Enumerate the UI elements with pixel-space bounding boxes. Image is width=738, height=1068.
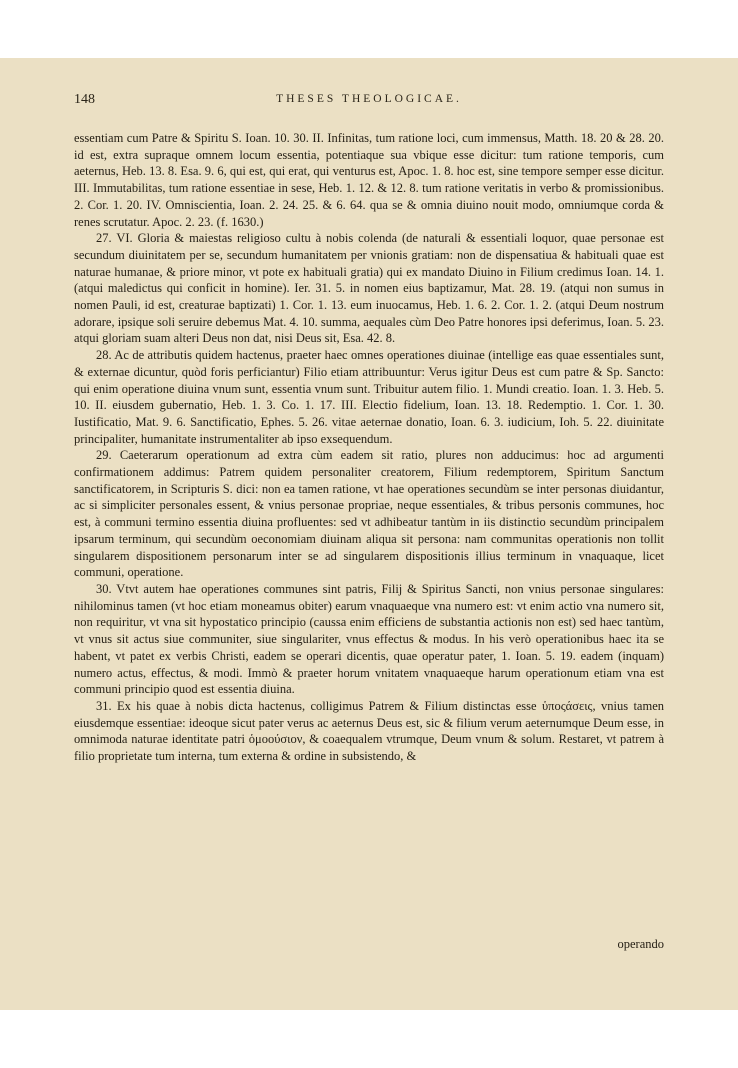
paragraph-31: 31. Ex his quae à nobis dicta hactenus, colligimus Patrem & Filium distinctas esse ὑποςάσεις, vnius tamen eiusdemque essentiae: ideoque sicut pater verus ac aeternus Deus est, sic & filium verum aeternumque Deum esse, in omnimoda naturae identitate patri ὁμοούσιον, & coaequalem vtrumque, Deum vnum & solum. Restaret, vt patrem à filio proprietate tum interna, tum externa & ordine in subsistendo, & — [74, 698, 664, 764]
running-head: THESES THEOLOGICAE. — [276, 93, 462, 105]
catchword: operando — [617, 937, 664, 951]
body-text — [74, 130, 664, 765]
paragraph-29: 29. Caeterarum operationum ad extra cùm eadem sit ratio, plures non adducimus: hoc ad argumenti confirmationem addimus: Patrem quidem personaliter creatorem, Filium redemptorem, Spiritum Sanctum sanctificatorem, in Scripturis S. dici: non ea tamen ratione, vt hae operationes secundùm se inter personas diuidantur, ac si simpliciter personales essent, & vnius personae propriae, neque essentiales, & tribus personis communes, hoc est, à communi termino essentia diuina profluentes: sed vt adhibeatur tantùm in iis distinctio secundùm principalem ipsarum terminum, qui secundùm oeconomiam diuinam aliqua sit persona: nam communitas operationis non tollit singularem dispositionem personarum inter se ad singularem dispositionis illius terminum in vnaquaque, licet communi, operatione. — [74, 448, 664, 580]
paragraph-27: 27. VI. Gloria & maiestas religioso cultu à nobis colenda (de naturali & essentiali loquor, quae personae est secundum diuinitatem per se, secundum humanitatem per vnionis gratiam: non de dispensatiua & habituali quae est naturae humanae, & priore minor, vt pote ex habituali gratia) qui ex mandato Diuino in Filium credimus Ioan. 14. 1. (atqui maledictus qui conficit in homine). Ier. 31. 5. in nomen eius baptizamur, Mat. 28. 19. (atqui non sumus in nomen Pauli, id est, creaturae baptizati) 1. Cor. 1. 13. eum inuocamus, Heb. 1. 6. 2. Cor. 1. 2. (atqui Deum nostrum adorare, ipsique soli seruire debemus Mat. 4. 10. summa, aequales cùm Deo Patre honores ipsi deferimus, Ioan. 5. 23. atqui gloriam suam alteri Deus non dat, nisi Deus sit, Esa. 42. 8. — [74, 231, 664, 346]
paragraph-30: 30. Vtvt autem hae operationes communes sint patris, Filij & Spiritus Sancti, non vnius personae singulares: nihilominus tamen (vt hoc etiam moneamus obiter) earum vnaquaeque vna numero est: vt enim actio vna numero sit, non requiritur, vt vna sit hypostatico principio (caussa enim efficiens de substantia actionis non est) sed haec tantùm, vt vnus sit actus siue communiter, siue singulariter, vnus effectus & modus. In his verò operationibus haec ita se habent, vt patet ex verbis Christi, eadem se operari dicentis, quae operatur pater, 1. Ioan. 5. 19. eadem (inquam) numero actus, effectus, & modi. Immò & praeter horum vnitatem vnaquaeque harum operationum etiam vna est communi principio quod est essentia diuina. — [74, 581, 664, 697]
page-header — [74, 92, 664, 112]
paragraph-continuation: essentiam cum Patre & Spiritu S. Ioan. 10. 30. II. Infinitas, tum ratione loci, cum immensus, Matth. 18. 20 & 28. 20. id est, extra supraque omnem locum essentia, potentiaque sua vbique esse dicitur: tum ratione temporis, cum aeternus, Heb. 13. 8. Esa. 9. 6, qui est, qui erat, qui venturus est, Apoc. 1. 8. hoc est, sine tempore semper esse dicitur. III. Immutabilitas, tum ratione essentiae in sese, Heb. 1. 12. & 12. 8. tum ratione veritatis in verbo & promissionibus. 2. Cor. 1. 20. IV. Omniscientia, Ioan. 2. 24. 25. & 6. 64. qua se & omnia diuino nouit modo, omniumque corda & renes scrutatur. Apoc. 2. 23. (f. 1630.) — [74, 131, 664, 229]
paragraph-28: 28. Ac de attributis quidem hactenus, praeter haec omnes operationes diuinae (intellige eas quae essentiales sunt, & externae dicuntur, quòd foris perficiantur) Filio etiam attribuuntur: Verus igitur Deus est cum patre & Sp. Sancto: qui enim operatione diuina vnum sunt, essentia vnum sunt. Tribuitur autem filio. 1. Mundi creatio. Ioan. 1. 3. Heb. 5. 10. II. eiusdem gubernatio, Heb. 1. 3. Co. 1. 17. III. Electio fidelium, Ioan. 13. 18. Redemptio. 1. Cor. 1. 30. Iustificatio, Mat. 9. 6. Sanctificatio, Ephes. 5. 26. vitae aeternae donatio, Ioan. 6. 3. iudicium, Ioh. 5. 22. diuinitate principaliter, humanitate instrumentaliter ab ipso exsequendum. — [74, 348, 664, 446]
page-number: 148 — [74, 92, 95, 107]
book-page — [0, 58, 738, 1010]
